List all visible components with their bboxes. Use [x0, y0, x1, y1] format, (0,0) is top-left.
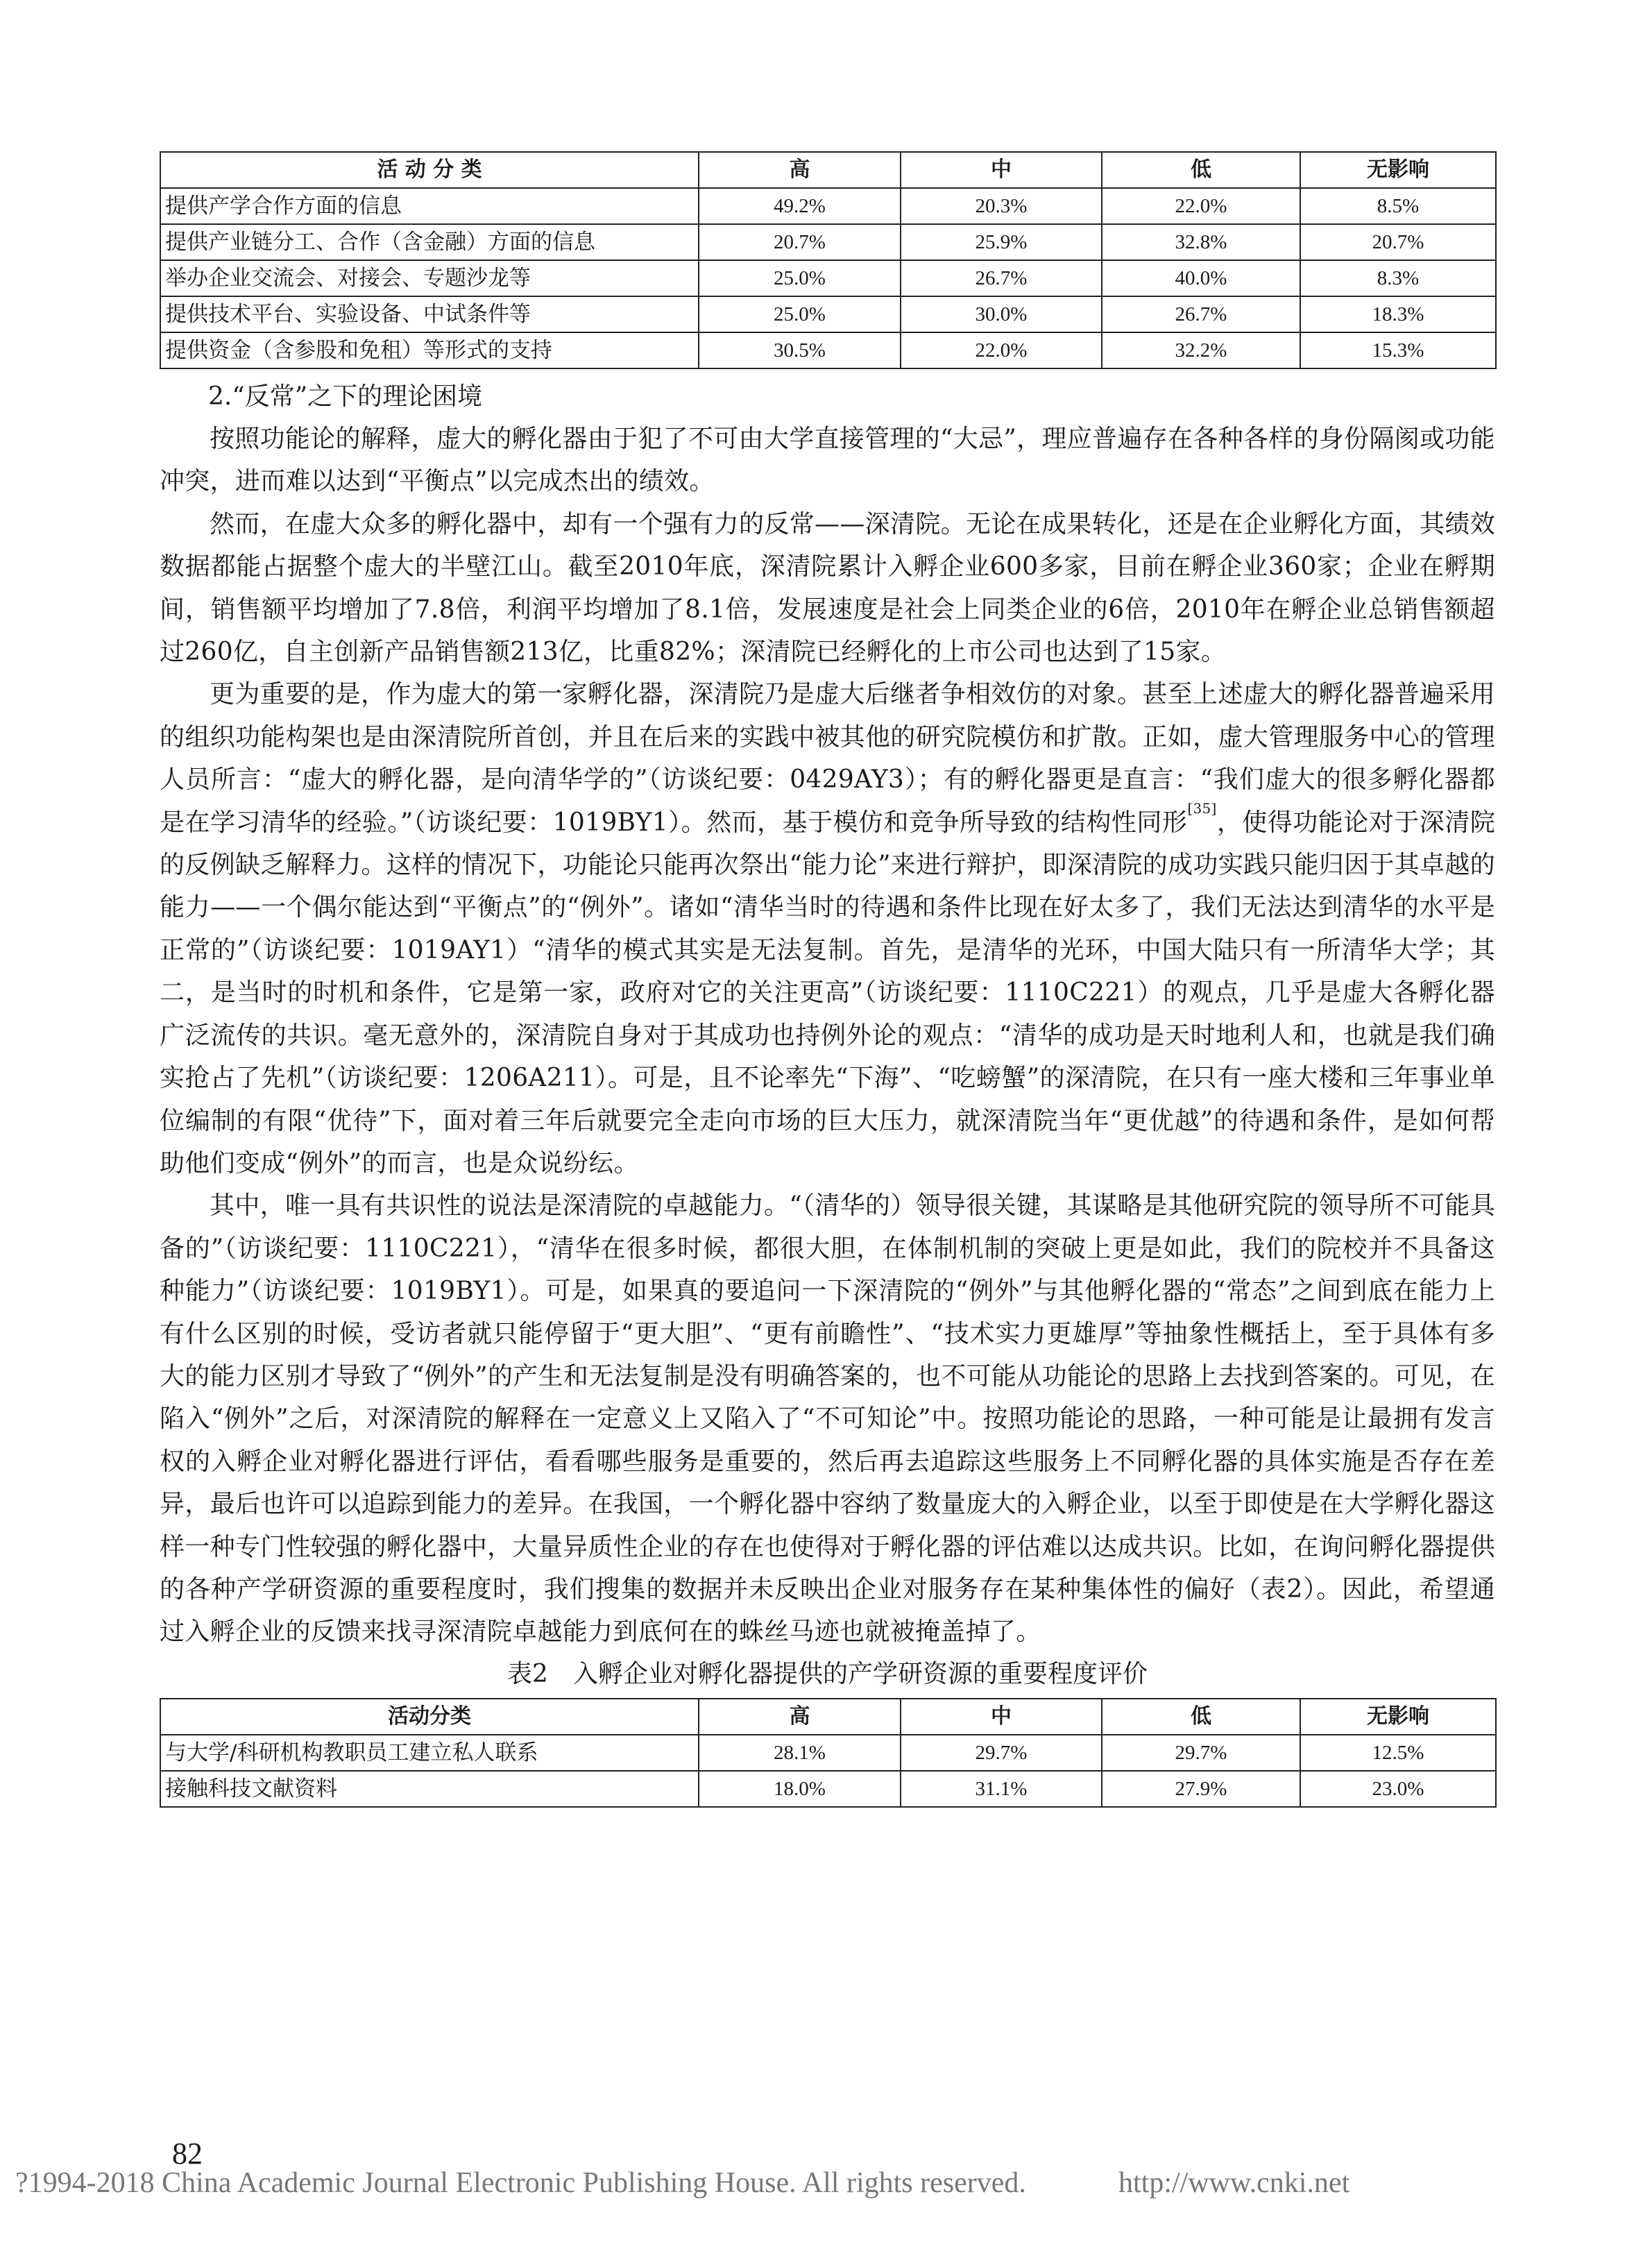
- table-cell: 32.2%: [1102, 332, 1300, 368]
- table-cell: 22.0%: [901, 332, 1102, 368]
- body-paragraph: 其中，唯一具有共识性的说法是深清院的卓越能力。“（清华的）领导很关键，其谋略是其他研究院的领导所不可能具备的”（访谈纪要：1110C221），“清华在很多时候，都很大胆，在体制机制的突破上更是如此，我们的院校并不具备这种能力”（访谈纪要：1019BY1）。可是，如果真的要追问一下深清院的“例外”与其他孵化器的“常态”之间到底在能力上有什么区别的时候，受访者就只能停留于“更大胆”、“更有前瞻性”、“技术实力更雄厚”等抽象性概括上，至于具体有多大的能力区别才导致了“例外”的产生和无法复制是没有明确答案的，也不可能从功能论的思路上去找到答案的。可见，在陷入“例外”之后，对深清院的解释在一定意义上又陷入了“不可知论”中。按照功能论的思路，一种可能是让最拥有发言权的入孵企业对孵化器进行评估，看看哪些服务是重要的，然后再去追踪这些服务上不同孵化器的具体实施是否存在差异，最后也许可以追踪到能力的差异。在我国，一个孵化器中容纳了数量庞大的入孵企业，以至于即使是在大学孵化器这样一种专门性较强的孵化器中，大量异质性企业的存在也使得对于孵化器的评估难以达成共识。比如，在询问孵化器提供的各种产学研资源的重要程度时，我们搜集的数据并未反映出企业对服务存在某种集体性的偏好（表2）。因此，希望通过入孵企业的反馈来找寻深清院卓越能力到底何在的蛛丝马迹也就被掩盖掉了。: [160, 1191, 1496, 1647]
- table-cell: 8.5%: [1300, 188, 1496, 224]
- table-cell: 8.3%: [1300, 260, 1496, 296]
- body-paragraph: 按照功能论的解释，虚大的孵化器由于犯了不可由大学直接管理的“大忌”，理应普遍存在各种各样的身份隔阂或功能冲突，进而难以达到“平衡点”以完成杰出的绩效。: [160, 425, 1495, 496]
- table-row: [160, 1735, 1496, 1771]
- column-header: 无影响: [1300, 1699, 1496, 1735]
- column-header: 活动分类: [160, 1699, 699, 1735]
- citation-reference: [35]: [1187, 799, 1217, 817]
- section-heading: 2.“反常”之下的理论困境: [208, 382, 483, 411]
- table-cell: 26.7%: [901, 260, 1102, 296]
- table-row: [160, 1771, 1496, 1807]
- table-cell: 49.2%: [699, 188, 901, 224]
- table-cell: 31.1%: [901, 1771, 1102, 1807]
- table-header-row: [160, 1699, 1496, 1735]
- body-paragraph: 然而，在虚大众多的孵化器中，却有一个强有力的反常——深清院。无论在成果转化，还是在企业孵化方面，其绩效数据都能占据整个虚大的半壁江山。截至2010年底，深清院累计入孵企业600多家，目前在孵企业360家；企业在孵期间，销售额平均增加了7.8倍，利润平均增加了8.1倍，发展速度是社会上同类企业的6倍，2010年在孵企业总销售额超过260亿，自主创新产品销售额213亿，比重82%；深清院已经孵化的上市公司也达到了15家。: [160, 509, 1495, 667]
- paragraph-text: 更为重要的是，作为虚大的第一家孵化器，深清院乃是虚大后继者争相效仿的对象。甚至上述虚大的孵化器普遍采用的组织功能构架也是由深清院所首创，并且在后来的实践中被其他的研究院模仿和扩散。正如，虚大管理服务中心的管理人员所言：“虚大的孵化器，是向清华学的”（访谈纪要：0429AY3）；有的孵化器更是直言：“我们虚大的很多孵化器都是在学习清华的经验。”（访谈纪要：1019BY1）。然而，基于模仿和竞争所导致的结构性同形: [160, 680, 1495, 837]
- column-header: 中: [901, 152, 1102, 188]
- footer-copyright-text: ?1994-2018 China Academic Journal Electronic Publishing House. All rights reserved.: [15, 2167, 1026, 2199]
- column-header: 中: [901, 1699, 1102, 1735]
- table-cell: 20.7%: [699, 224, 901, 260]
- table-cell: 30.5%: [699, 332, 901, 368]
- page-content: [160, 151, 1495, 1808]
- table-cell: 23.0%: [1300, 1771, 1496, 1807]
- table-cell: 20.7%: [1300, 224, 1496, 260]
- table-cell: 25.0%: [699, 260, 901, 296]
- table-cell: 提供技术平台、实验设备、中试条件等: [160, 296, 699, 332]
- table-cell: 28.1%: [699, 1735, 901, 1771]
- table-cell: 27.9%: [1102, 1771, 1300, 1807]
- column-header: 高: [699, 152, 901, 188]
- column-header: 低: [1102, 1699, 1300, 1735]
- table-cell: 12.5%: [1300, 1735, 1496, 1771]
- table-caption: 表2 入孵企业对孵化器提供的产学研资源的重要程度评价: [507, 1659, 1148, 1688]
- table-cell: 18.3%: [1300, 296, 1496, 332]
- table-cell: 15.3%: [1300, 332, 1496, 368]
- table-header-row: [160, 152, 1496, 188]
- table-cell: 接触科技文献资料: [160, 1771, 699, 1807]
- page-number: 82: [172, 2137, 203, 2171]
- table-row: [160, 188, 1496, 224]
- column-header: 高: [699, 1699, 901, 1735]
- table-cell: 40.0%: [1102, 260, 1300, 296]
- body-paragraph: [160, 673, 1495, 1184]
- table-2: [160, 1698, 1497, 1808]
- column-header: 活 动 分 类: [160, 152, 699, 188]
- table-cell: 25.9%: [901, 224, 1102, 260]
- table-cell: 30.0%: [901, 296, 1102, 332]
- column-header: 无影响: [1300, 152, 1496, 188]
- table-cell: 与大学/科研机构教职员工建立私人联系: [160, 1735, 699, 1771]
- table-cell: 18.0%: [699, 1771, 901, 1807]
- table-cell: 举办企业交流会、对接会、专题沙龙等: [160, 260, 699, 296]
- table-cell: 提供产业链分工、合作（含金融）方面的信息: [160, 224, 699, 260]
- paragraph-text: ，使得功能论对于深清院的反例缺乏解释力。这样的情况下，功能论只能再次祭出“能力论”来进行辩护，即深清院的成功实践只能归因于其卓越的能力——一个偶尔能达到“平衡点”的“例外”。诸如“清华当时的待遇和条件比现在好太多了，我们无法达到清华的水平是正常的”（访谈纪要：1019AY1）“清华的模式其实是无法复制。首先，是清华的光环，中国大陆只有一所清华大学；其二，是当时的时机和条件，它是第一家，政府对它的关注更高”（访谈纪要：1110C221）的观点，几乎是虚大各孵化器广泛流传的共识。毫无意外的，深清院自身对于其成功也持例外论的观点：“清华的成功是天时地利人和，也就是我们确实抢占了先机”（访谈纪要：1206A211）。可是，且不论率先“下海”、“吃螃蟹”的深清院，在只有一座大楼和三年事业单位编制的有限“优待”下，面对着三年后就要完全走向市场的巨大压力，就深清院当年“更优越”的待遇和条件，是如何帮助他们变成“例外”的而言，也是众说纷纭。: [160, 808, 1496, 1178]
- column-header: 低: [1102, 152, 1300, 188]
- table-cell: 32.8%: [1102, 224, 1300, 260]
- table-cell: 29.7%: [1102, 1735, 1300, 1771]
- table-cell: 提供资金（含参股和免租）等形式的支持: [160, 332, 699, 368]
- table-cell: 29.7%: [901, 1735, 1102, 1771]
- table-row: [160, 296, 1496, 332]
- table-row: [160, 224, 1496, 260]
- table-cell: 提供产学合作方面的信息: [160, 188, 699, 224]
- table-1: [160, 151, 1497, 369]
- footer-url: http://www.cnki.net: [1118, 2167, 1350, 2199]
- table-row: [160, 260, 1496, 296]
- table-cell: 20.3%: [901, 188, 1102, 224]
- table-cell: 25.0%: [699, 296, 901, 332]
- table-cell: 22.0%: [1102, 188, 1300, 224]
- table-cell: 26.7%: [1102, 296, 1300, 332]
- table-row: [160, 332, 1496, 368]
